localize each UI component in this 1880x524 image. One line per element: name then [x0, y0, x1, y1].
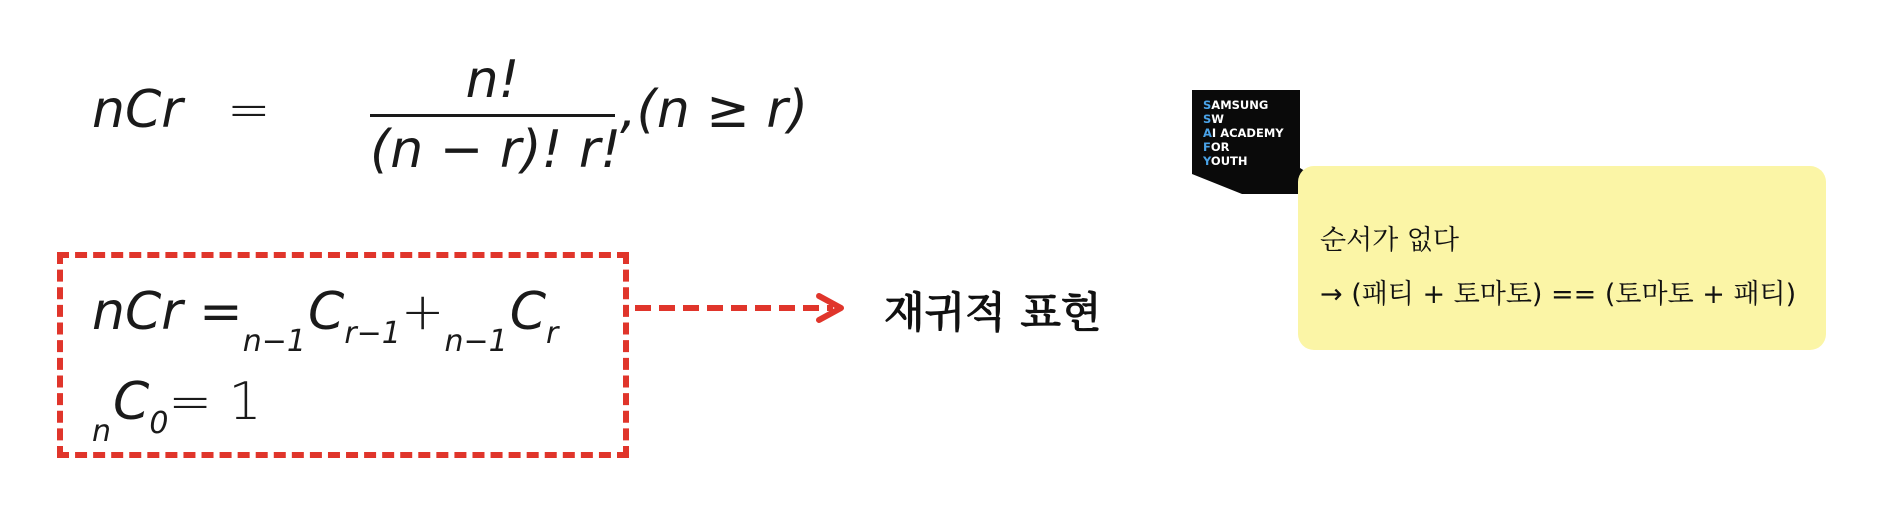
- base-case-line: [92, 372, 262, 449]
- recursive-formula-line: [92, 282, 559, 359]
- term2-lead-subscript: n−1: [444, 324, 508, 359]
- plus-sign: +: [400, 282, 445, 342]
- note-box: [1298, 166, 1826, 350]
- base-subscript: 0: [149, 406, 169, 441]
- note-text-line-2: → (패티 + 토마토) == (토마토 + 패티): [1320, 279, 1797, 310]
- formula-lhs: nCr: [92, 80, 183, 140]
- term2-subscript: r: [546, 316, 559, 351]
- term1-symbol: C: [308, 282, 345, 342]
- formula-equals: =: [227, 80, 271, 140]
- recursive-expression-label: 재귀적 표현: [884, 288, 1102, 337]
- ssafy-logo-text: SAMSUNG SW AI ACADEMY FOR YOUTH: [1203, 98, 1284, 168]
- note-text-line-1: 순서가 없다: [1320, 225, 1459, 256]
- formula-numerator: n!: [465, 50, 520, 110]
- term2-symbol: C: [509, 282, 547, 342]
- base-symbol: C: [113, 372, 150, 432]
- formula-denominator: (n − r)! r!: [370, 120, 622, 180]
- dashed-arrow-icon: [633, 290, 853, 330]
- base-rhs: = 1: [168, 372, 262, 432]
- formula-condition: ,(n ≥ r): [620, 80, 809, 140]
- fraction-bar: [370, 114, 615, 117]
- term1-subscript: r−1: [344, 316, 401, 351]
- base-lead-subscript: n: [92, 414, 112, 449]
- term1-lead-subscript: n−1: [242, 324, 306, 359]
- recursive-lhs: nCr =: [92, 282, 243, 342]
- formula-fraction: [370, 50, 622, 180]
